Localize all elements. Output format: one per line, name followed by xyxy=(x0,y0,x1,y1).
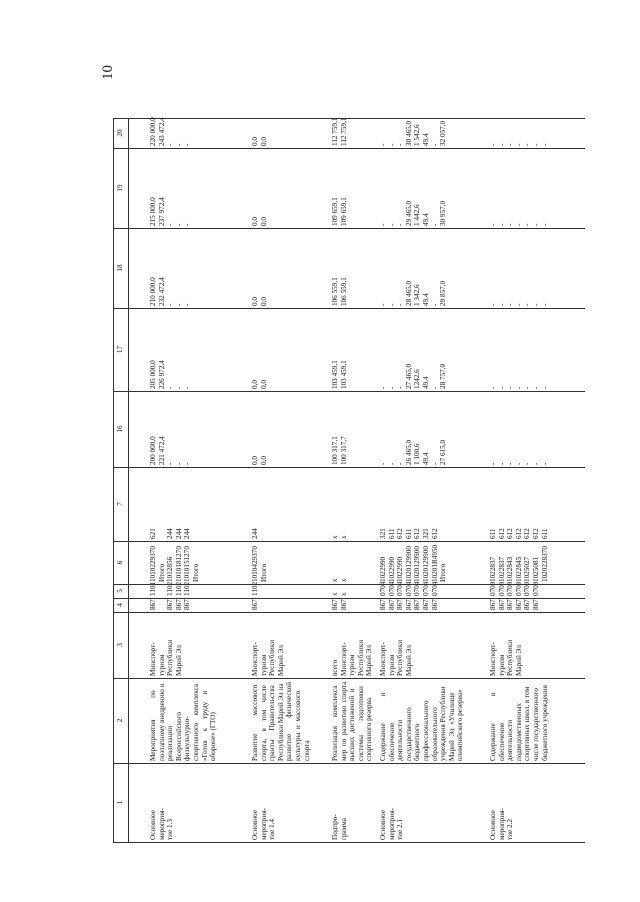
row-2-col-2: Развитие массового спорта, в том числе гранты Правительства Республики Марий Эл на развитие физической культуры и массового спорта xyxy=(251,681,311,761)
table-border-left xyxy=(113,118,114,842)
row-1-col-1: Основное мероприя- тие 1.3 xyxy=(149,808,175,840)
row-2-col-16: 0,0 0,0 xyxy=(251,456,268,465)
row-3-col-1: Подпро- грамма xyxy=(331,814,348,840)
row-4-col-6: 1022990 1022990 1022990 1020129900 1020129900 1020129900 10201R4950 Итого xyxy=(379,544,448,582)
row-4-col-19: - - - 29 465,0 1 442,6 49,4 - 30 957,0 xyxy=(379,200,448,226)
column-divider xyxy=(113,228,585,229)
column-header-col-20: 20 xyxy=(116,129,124,137)
row-1-col-16: 200 000,0 221 472,4 - - - xyxy=(149,436,192,465)
column-divider xyxy=(113,541,585,542)
row-1-col-3: Минспорт- туризм Республики Марий Эл xyxy=(149,639,183,676)
column-divider xyxy=(113,467,585,468)
row-3-col-20: 112 759,1 112 759,1 xyxy=(331,117,348,146)
column-divider xyxy=(113,612,585,613)
column-header-col-18: 18 xyxy=(116,264,124,272)
row-4-col-2: Содержание и обеспечение деятельности государственного бюджетного профессионального образовательного учреждения Республики Марий Эл «Училище олимпийского резерва» xyxy=(379,686,465,761)
row-4-col-1: Основное мероприя- тие 2.1 xyxy=(379,808,405,840)
row-2-col-6: 1010429370 Итого xyxy=(251,546,268,582)
column-header-col-17: 17 xyxy=(116,345,124,354)
row-3-col-2: Реализация комплекса мер по развитию спорта высших достижений и системы подготовки спортивного резерва xyxy=(331,681,374,761)
row-2-col-7: 244 xyxy=(251,528,259,539)
row-4-col-7: 321 611 612 611 612 321 612 xyxy=(379,528,439,539)
row-2-col-3: Минспорт- туризм Республики Марий Эл xyxy=(251,639,285,676)
row-5-col-4: 867 867 867 867 867 867 xyxy=(489,599,540,610)
row-4-col-5: 0704 0704 0704 0704 0704 0704 0704 xyxy=(379,581,439,596)
row-3-col-7: x x xyxy=(331,535,348,539)
column-header-col-2: 2 xyxy=(116,718,124,723)
column-divider xyxy=(113,763,585,764)
row-1-col-19: 215 000,0 237 972,4 - - - xyxy=(149,197,192,226)
column-header-col-4: 4 xyxy=(116,603,124,607)
row-3-col-16: 100 317,1 100 317,7 xyxy=(331,436,348,465)
row-5-col-1: Основное мероприя- тие 2.2 xyxy=(489,808,515,840)
column-header-col-3: 3 xyxy=(116,643,124,647)
row-1-col-7: 621 244 244 244 xyxy=(149,528,192,539)
row-1-col-6: 1010229370 Итого 1012856 1010181270 1010151270 Итого xyxy=(149,546,200,582)
column-header-col-1: 1 xyxy=(116,800,124,805)
row-1-col-2: Мероприятия по поэтапному внедрению и реализации Всероссийского физкультурно- спортивного комплекса «Готов к труду и обороне» (ГТО) xyxy=(149,683,218,761)
column-divider xyxy=(113,391,585,392)
row-1-col-5: 1101 1102 1102 1102 xyxy=(149,581,192,596)
row-2-col-18: 0,0 0,0 xyxy=(251,297,268,306)
row-4-col-20: - - - 30 465,0 1 542,6 49,4 - 32 057,0 xyxy=(379,120,448,146)
row-2-col-5: 1102 xyxy=(251,581,259,596)
page-number: 10 xyxy=(100,65,116,80)
row-2-col-17: 0,0 0,0 xyxy=(251,380,268,389)
column-header-col-5: 5 xyxy=(116,589,124,593)
row-5-col-19: - - - - - - - xyxy=(489,223,549,226)
row-5-col-5: 0709 0709 0709 0709 0709 0709 xyxy=(489,581,540,596)
row-2-col-4: 867 xyxy=(251,599,259,610)
column-divider xyxy=(113,842,585,843)
row-5-col-3: Минспорт- туризм Республики Марий Эл xyxy=(489,639,523,676)
row-5-col-20: - - - - - - - xyxy=(489,143,549,146)
column-divider xyxy=(113,148,585,149)
column-header-col-19: 19 xyxy=(116,184,124,192)
row-4-col-4: 867 867 867 867 867 867 867 xyxy=(379,599,439,610)
column-header-col-16: 16 xyxy=(116,425,124,433)
column-divider xyxy=(113,308,585,309)
row-4-col-16: - - - 26 465,0 1 100,6 49,4 - 27 615,0 xyxy=(379,439,448,465)
row-4-col-17: - - - 27 465,0 1242,6 49,4 - 28 757,0 xyxy=(379,363,448,389)
row-2-col-19: 0,0 0,0 xyxy=(251,217,268,226)
row-3-col-5: x x xyxy=(331,592,348,596)
row-5-col-18: - - - - - - - xyxy=(489,303,549,306)
row-4-col-3: Минспорт- туризм Республики Марий Эл xyxy=(379,639,413,676)
row-1-col-4: 867 867 867 867 xyxy=(149,599,192,610)
row-4-col-18: - - - 28 465,0 1 342,6 49,4 - 29 857,0 xyxy=(379,280,448,306)
row-5-col-7: 611 612 612 612 612 612 611 xyxy=(489,528,549,539)
row-3-col-6: x x xyxy=(331,578,348,582)
row-1-col-18: 210 000,0 232 472,4 - - - xyxy=(149,277,192,306)
row-5-col-17: - - - - - - - xyxy=(489,386,549,389)
row-5-col-2: Содержание и обеспечение деятельности подведомственных спортивных школ, в том числе государственного бюджетного учреждения xyxy=(489,685,549,761)
row-1-col-20: 220 000,0 243 472,4 - - - xyxy=(149,117,192,146)
row-3-col-17: 103 459,1 103 459,1 xyxy=(331,360,348,389)
column-divider xyxy=(113,678,585,679)
column-header-col-6: 6 xyxy=(116,560,124,565)
header-divider xyxy=(128,118,129,842)
row-5-col-16: - - - - - - - xyxy=(489,462,549,465)
column-divider xyxy=(113,118,585,119)
row-1-col-17: 205 000,0 226 972,4 - - - xyxy=(149,360,192,389)
row-5-col-6: 1022837 1022837 1022843 1022845 1025027 1025081 1020228370 xyxy=(489,546,549,582)
row-3-col-4: 867 867 xyxy=(331,599,348,610)
row-2-col-20: 0,0 0,0 xyxy=(251,137,268,146)
column-header-col-7: 7 xyxy=(116,502,124,506)
row-3-col-3: всего Минспорт- туризм Республики Марий Эл xyxy=(331,639,374,676)
row-2-col-1: Основное мероприя- тие 1.4 xyxy=(251,808,277,840)
row-3-col-18: 106 559,1 106 559,1 xyxy=(331,277,348,306)
row-3-col-19: 109 659,1 109 659,1 xyxy=(331,197,348,226)
